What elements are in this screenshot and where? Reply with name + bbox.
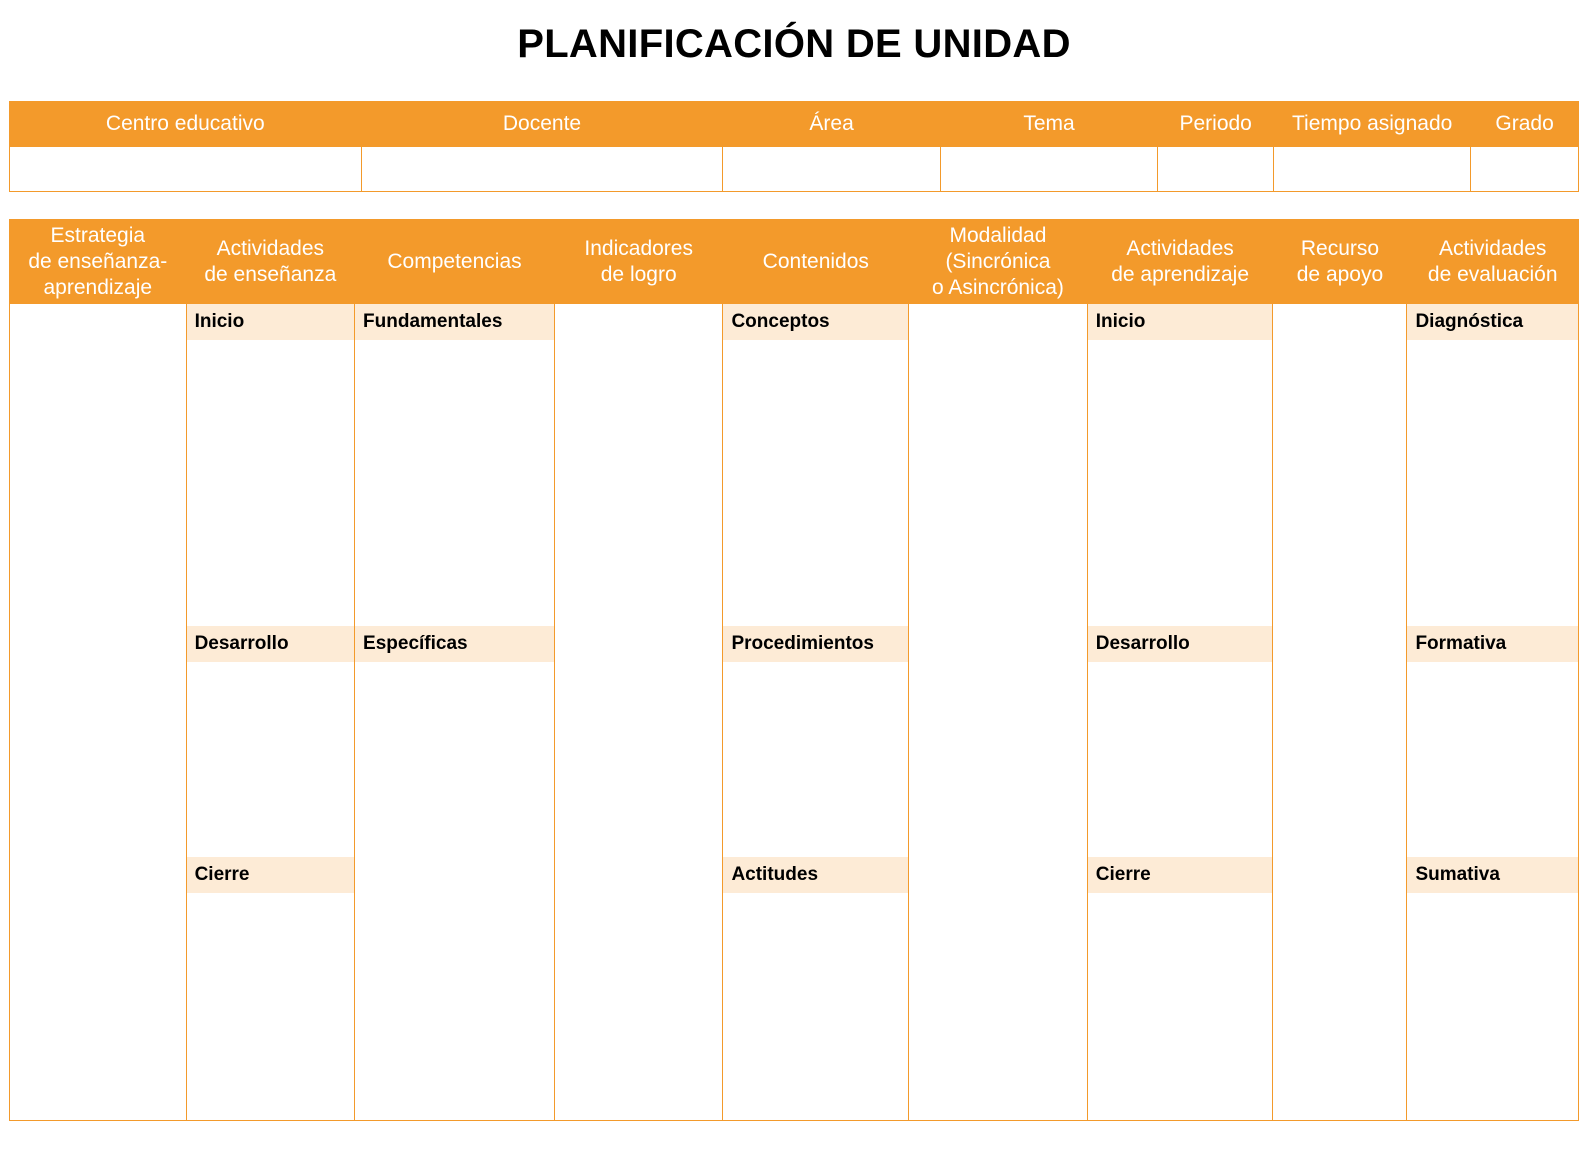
header-docente: Docente bbox=[361, 102, 723, 147]
competencias-cell[interactable] bbox=[355, 304, 555, 1121]
indicadores-logro-cell[interactable] bbox=[554, 304, 722, 1121]
subheader-conceptos: Conceptos bbox=[723, 304, 908, 340]
docente-field[interactable] bbox=[361, 147, 723, 192]
periodo-field[interactable] bbox=[1158, 147, 1274, 192]
area-field[interactable] bbox=[723, 147, 940, 192]
header-centro-educativo: Centro educativo bbox=[10, 102, 362, 147]
subheader-inicio: Inicio bbox=[187, 304, 354, 340]
grado-field[interactable] bbox=[1471, 147, 1579, 192]
subheader-aprendizaje-inicio: Inicio bbox=[1088, 304, 1273, 340]
subheader-diagnostica: Diagnóstica bbox=[1407, 304, 1578, 340]
estrategia-cell[interactable] bbox=[10, 304, 187, 1121]
header-actividades-evaluacion: Actividades de evaluación bbox=[1407, 220, 1579, 304]
tiempo-asignado-field[interactable] bbox=[1274, 147, 1471, 192]
page-title: PLANIFICACIÓN DE UNIDAD bbox=[517, 22, 1071, 66]
header-actividades-ensenanza: Actividades de enseñanza bbox=[186, 220, 354, 304]
info-table bbox=[9, 101, 1579, 192]
subheader-fundamentales: Fundamentales bbox=[355, 304, 554, 340]
actividades-aprendizaje-cell[interactable] bbox=[1087, 304, 1273, 1121]
header-modalidad: Modalidad (Sincrónica o Asincrónica) bbox=[909, 220, 1088, 304]
plan-table bbox=[9, 219, 1579, 1121]
recurso-apoyo-cell[interactable] bbox=[1273, 304, 1407, 1121]
header-recurso-apoyo: Recurso de apoyo bbox=[1273, 220, 1407, 304]
header-indicadores-logro: Indicadores de logro bbox=[554, 220, 722, 304]
actividades-evaluacion-cell[interactable] bbox=[1407, 304, 1579, 1121]
header-competencias: Competencias bbox=[355, 220, 555, 304]
subheader-procedimientos: Procedimientos bbox=[723, 626, 908, 662]
subheader-aprendizaje-cierre: Cierre bbox=[1088, 857, 1273, 893]
tema-field[interactable] bbox=[940, 147, 1157, 192]
modalidad-cell[interactable] bbox=[909, 304, 1088, 1121]
header-tiempo-asignado: Tiempo asignado bbox=[1274, 102, 1471, 147]
contenidos-cell[interactable] bbox=[723, 304, 909, 1121]
header-actividades-aprendizaje: Actividades de aprendizaje bbox=[1087, 220, 1273, 304]
header-contenidos: Contenidos bbox=[723, 220, 909, 304]
subheader-desarrollo: Desarrollo bbox=[187, 626, 354, 662]
subheader-sumativa: Sumativa bbox=[1407, 857, 1578, 893]
centro-educativo-field[interactable] bbox=[10, 147, 362, 192]
actividades-ensenanza-cell[interactable] bbox=[186, 304, 354, 1121]
header-grado: Grado bbox=[1471, 102, 1579, 147]
header-area: Área bbox=[723, 102, 940, 147]
subheader-formativa: Formativa bbox=[1407, 626, 1578, 662]
subheader-actitudes: Actitudes bbox=[723, 857, 908, 893]
subheader-cierre: Cierre bbox=[187, 857, 354, 893]
header-tema: Tema bbox=[940, 102, 1157, 147]
subheader-especificas: Específicas bbox=[355, 626, 554, 662]
header-estrategia: Estrategia de enseñanza- aprendizaje bbox=[10, 220, 187, 304]
header-periodo: Periodo bbox=[1158, 102, 1274, 147]
subheader-aprendizaje-desarrollo: Desarrollo bbox=[1088, 626, 1273, 662]
